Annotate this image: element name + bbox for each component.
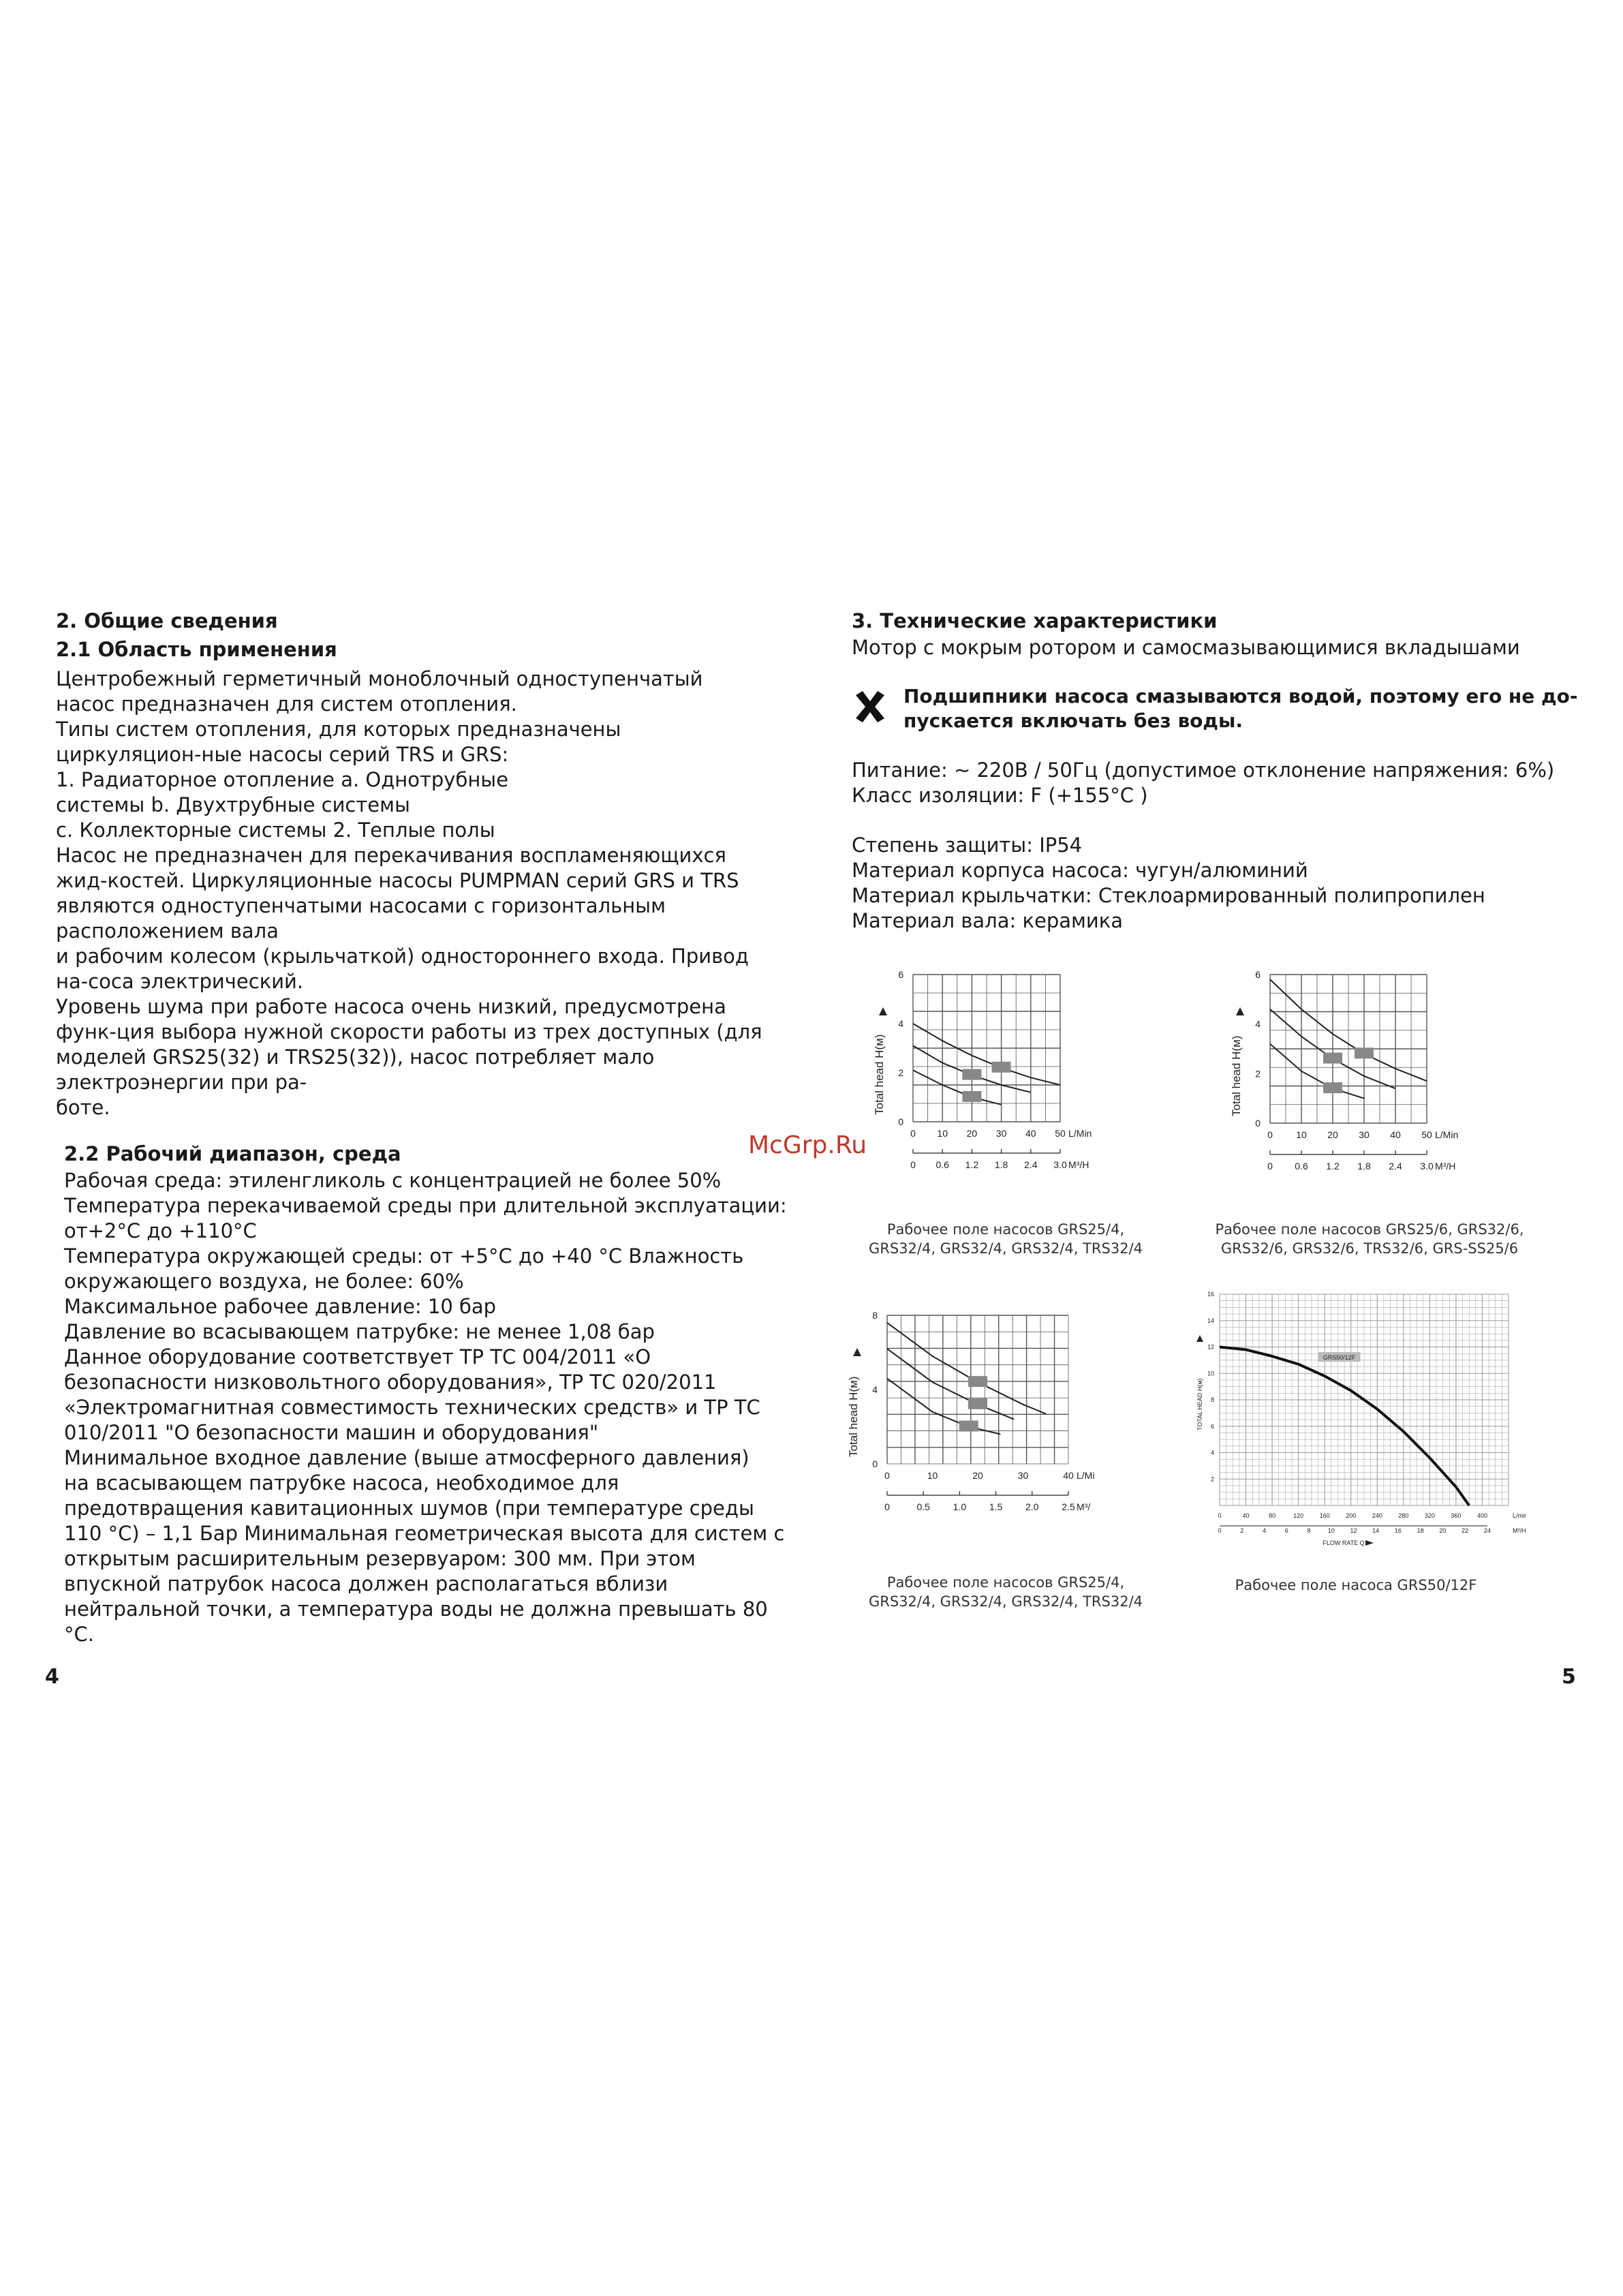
- x2-tick-label: 0.5: [916, 1501, 930, 1512]
- x-tick-label: 40: [1390, 1129, 1401, 1140]
- x2-tick-label: 10: [1327, 1527, 1335, 1534]
- x-tick-label: 20: [972, 1470, 983, 1481]
- x-unit-label: L/min: [1513, 1512, 1526, 1519]
- x-tick-label: 360: [1451, 1512, 1462, 1519]
- text-line: моделей GRS25(32) и TRS25(32)), насос потребляет мало: [56, 1045, 655, 1069]
- x2-tick-label: 22: [1462, 1527, 1469, 1534]
- x-tick-label: 200: [1346, 1512, 1357, 1519]
- text-line: открытым расширительным резервуаром: 300 мм. При этом: [64, 1547, 696, 1570]
- x-tick-label: 0: [1218, 1512, 1222, 1519]
- x-tick-label: 0: [884, 1470, 890, 1481]
- spec-list-b: [852, 833, 1485, 934]
- y-tick-label: 6: [1255, 969, 1261, 980]
- text-line: на всасывающем патрубке насоса, необходимое для: [64, 1471, 619, 1495]
- text-line: функ-ция выбора нужной скорости работы из трех доступных (для: [56, 1020, 762, 1043]
- x2-tick-label: 3.0: [1053, 1159, 1067, 1170]
- chart-3-svg: [842, 1302, 1169, 1547]
- x2-axis-label: M³/H: [1435, 1161, 1456, 1172]
- y-tick-label: 16: [1207, 1291, 1214, 1298]
- speed-label-II: [1323, 1053, 1342, 1064]
- x2-tick-label: 6: [1284, 1527, 1288, 1534]
- spec-list-a: [852, 758, 1554, 808]
- x2-tick-label: 2: [1240, 1527, 1244, 1534]
- y-tick-label: 10: [1207, 1370, 1214, 1377]
- y-axis-label: Total head H(м): [873, 1034, 886, 1115]
- y-tick-label: 0: [898, 1116, 903, 1127]
- text-line: системы b. Двухтрубные системы: [56, 793, 410, 816]
- caption-line: Рабочее поле насосов GRS25/4,: [886, 1221, 1125, 1238]
- x-tick-label: 280: [1398, 1512, 1409, 1519]
- y-tick-label: 0: [872, 1458, 878, 1469]
- warning-text: [903, 684, 1578, 733]
- y-tick-label: 6: [898, 969, 903, 980]
- text-line: расположением вала: [56, 919, 279, 943]
- x-tick-label: 10: [927, 1470, 938, 1481]
- speed-label-I: [1323, 1082, 1342, 1093]
- chart-2-svg: [1206, 954, 1533, 1199]
- x-tick-label: 40: [1025, 1128, 1036, 1139]
- x2-axis-label: M³/: [1077, 1501, 1091, 1512]
- x-tick-label: 20: [966, 1128, 978, 1139]
- speed-label-III: [992, 1062, 1011, 1073]
- caption-line: Рабочее поле насосов GRS25/4,: [886, 1574, 1125, 1591]
- text-line: окружающего воздуха, не более: 60%: [64, 1270, 464, 1293]
- x2-tick-label: 18: [1417, 1527, 1424, 1534]
- text-line: Типы систем отопления, для которых предназначены: [56, 718, 621, 741]
- warning-x-svg: [852, 688, 888, 725]
- x-tick-label: 30: [1359, 1129, 1370, 1140]
- x2-tick-label: 8: [1307, 1527, 1311, 1534]
- y-axis-arrow-icon: [1236, 1007, 1244, 1015]
- x2-tick-label: 16: [1394, 1527, 1402, 1534]
- chart-1: [842, 954, 1169, 1199]
- chart-4-caption: [1186, 1576, 1526, 1595]
- spec-line: Материал вала: керамика: [852, 909, 1124, 932]
- x-tick-label: 160: [1319, 1512, 1330, 1519]
- x2-tick-label: 0: [884, 1501, 890, 1512]
- text-line: Минимальное входное давление (выше атмосферного давления): [64, 1446, 749, 1469]
- chart-4-svg: [1186, 1285, 1526, 1557]
- watermark: McGrp.Ru: [748, 1131, 867, 1159]
- x2-tick-label: 2.5: [1062, 1501, 1075, 1512]
- text-line: циркуляцион-ные насосы серий TRS и GRS:: [56, 743, 509, 766]
- speed-label-I: [962, 1091, 981, 1102]
- x2-tick-label: 0: [1218, 1527, 1222, 1534]
- warning-line: пускается включать без воды.: [903, 709, 1243, 732]
- spec-line: Степень защиты: IP54: [852, 833, 1083, 857]
- text-line: впускной патрубок насоса должен располагаться вблизи: [64, 1572, 668, 1595]
- x2-tick-label: 0: [1267, 1161, 1273, 1172]
- y-axis-label: Total head H(м): [1230, 1035, 1243, 1116]
- text-line: 1. Радиаторное отопление a. Однотрубные: [56, 768, 509, 791]
- y-tick-label: 4: [1255, 1018, 1261, 1030]
- range-paragraph: [64, 1168, 787, 1647]
- caption-line: GRS32/6, GRS32/6, TRS32/6, GRS-SS25/6: [1220, 1240, 1519, 1257]
- x-axis-label: L/Min: [1435, 1129, 1459, 1140]
- speed-label-II: [962, 1069, 981, 1080]
- x2-tick-label: 3.0: [1420, 1161, 1434, 1172]
- x2-tick-label: 20: [1439, 1527, 1447, 1534]
- text-line: Центробежный герметичный моноблочный одноступенчатый: [56, 667, 703, 690]
- text-line: жид-костей. Циркуляционные насосы PUMPMAN серий GRS и TRS: [56, 869, 739, 892]
- x2-tick-label: 1.8: [1357, 1161, 1371, 1172]
- speed-label-III: [1355, 1047, 1374, 1058]
- x-tick-label: 50: [1055, 1128, 1066, 1139]
- text-line: Максимальное рабочее давление: 10 бар: [64, 1295, 497, 1318]
- chart-4: [1186, 1285, 1526, 1557]
- y-tick-label: 8: [1210, 1396, 1214, 1403]
- x2-tick-label: 1.5: [989, 1501, 1003, 1512]
- x-tick-label: 0: [1267, 1129, 1273, 1140]
- text-line: 010/2011 "О безопасности машин и оборудования": [64, 1421, 599, 1444]
- x2-tick-label: 1.8: [994, 1159, 1008, 1170]
- section-2-1-heading: 2.1 Область применения: [56, 638, 337, 661]
- chart-3-caption: [842, 1573, 1169, 1611]
- caption-line: Рабочее поле насоса GRS50/12F: [1235, 1577, 1477, 1593]
- speed-label-II: [968, 1398, 987, 1409]
- y-axis-label: TOTAL HEAD H(м): [1196, 1378, 1203, 1430]
- text-line: Температура окружающей среды: от +5°С до +40 °С Влажность: [64, 1244, 744, 1268]
- x-tick-label: 400: [1477, 1512, 1487, 1519]
- text-line: безопасности низковольтного оборудования», ТР ТС 020/2011: [64, 1371, 717, 1394]
- x-tick-label: 10: [1296, 1129, 1307, 1140]
- caption-line: Рабочее поле насосов GRS25/6, GRS32/6,: [1215, 1221, 1524, 1238]
- warning-x-icon: [852, 688, 888, 725]
- x2-tick-label: 2.4: [1024, 1159, 1038, 1170]
- x2-tick-label: 4: [1262, 1527, 1266, 1534]
- text-line: нейтральной точки, а температура воды не должна превышать 80: [64, 1597, 768, 1621]
- section-2-2-heading: 2.2 Рабочий диапазон, среда: [64, 1142, 401, 1165]
- y-tick-label: 6: [1210, 1422, 1214, 1430]
- x2-tick-label: 24: [1483, 1527, 1491, 1534]
- spec-line: Материал крыльчатки: Стеклоармированный полипропилен: [852, 884, 1485, 907]
- x2-unit-label: M³/H: [1513, 1527, 1526, 1534]
- page-number-right: 5: [1562, 1665, 1576, 1689]
- warning-line: Подшипники насоса смазываются водой, поэтому его не до-: [903, 685, 1578, 707]
- y-axis-label: Total head H(м): [847, 1376, 860, 1457]
- x-axis-arrow-icon: [1365, 1540, 1374, 1546]
- spec-line: Материал корпуса насоса: чугун/алюминий: [852, 859, 1308, 882]
- x-tick-label: 320: [1424, 1512, 1435, 1519]
- y-axis-arrow-icon: [853, 1348, 861, 1356]
- chart-1-caption: [842, 1220, 1169, 1258]
- y-tick-label: 8: [872, 1310, 878, 1321]
- chart-2: [1206, 954, 1533, 1199]
- motor-line: Мотор с мокрым ротором и самосмазывающимися вкладышами: [852, 636, 1520, 659]
- text-line: насос предназначен для систем отопления.: [56, 692, 517, 716]
- series-label: GRS50/12F: [1323, 1354, 1356, 1361]
- text-line: электроэнергии при ра-: [56, 1071, 307, 1094]
- chart-2-caption: [1206, 1220, 1533, 1258]
- chart-1-svg: [842, 954, 1169, 1199]
- caption-line: GRS32/4, GRS32/4, GRS32/4, TRS32/4: [868, 1593, 1143, 1610]
- text-line: Насос не предназначен для перекачивания воспламеняющихся: [56, 844, 726, 867]
- x2-tick-label: 0.6: [936, 1159, 949, 1170]
- text-line: Температура перекачиваемой среды при длительной эксплуатации:: [64, 1194, 787, 1217]
- text-line: Рабочая среда: этиленгликоль с концентрацией не более 50%: [64, 1169, 722, 1192]
- text-line: боте.: [56, 1096, 110, 1119]
- x2-tick-label: 14: [1372, 1527, 1380, 1534]
- y-tick-label: 12: [1207, 1343, 1214, 1351]
- x-tick-label: 240: [1372, 1512, 1382, 1519]
- y-tick-label: 4: [872, 1384, 878, 1395]
- x-tick-label: 10: [937, 1128, 948, 1139]
- text-line: Давление во всасывающем патрубке: не менее 1,08 бар: [64, 1320, 655, 1343]
- section-3-heading: 3. Технические характеристики: [852, 609, 1218, 632]
- x-tick-label: 50: [1421, 1129, 1432, 1140]
- text-line: Данное оборудование соответствует ТР ТС 004/2011 «О: [64, 1345, 651, 1368]
- x2-tick-label: 1.2: [965, 1159, 979, 1170]
- text-line: c. Коллекторные системы 2. Теплые полы: [56, 818, 495, 842]
- text-line: от+2°C до +110°C: [64, 1219, 257, 1242]
- x-tick-label: 40: [1063, 1470, 1074, 1481]
- x2-tick-label: 0: [910, 1159, 916, 1170]
- y-tick-label: 2: [1210, 1475, 1214, 1483]
- section-2-heading: 2. Общие сведения: [56, 609, 278, 632]
- text-line: Уровень шума при работе насоса очень низкий, предусмотрена: [56, 995, 726, 1018]
- page-number-left: 4: [45, 1665, 59, 1689]
- y-tick-label: 2: [1255, 1068, 1261, 1080]
- y-axis-arrow-icon: [879, 1007, 887, 1015]
- x-tick-label: 20: [1327, 1129, 1338, 1140]
- text-line: °C.: [64, 1623, 94, 1646]
- y-tick-label: 4: [898, 1018, 903, 1029]
- y-tick-label: 0: [1255, 1118, 1261, 1129]
- x-tick-label: 80: [1269, 1512, 1276, 1519]
- x-tick-label: 0: [910, 1128, 916, 1139]
- speed-label-III: [968, 1376, 987, 1387]
- y-tick-label: 4: [1210, 1449, 1214, 1456]
- y-tick-label: 14: [1207, 1317, 1214, 1324]
- text-line: предотвращения кавитационных шумов (при температуре среды: [64, 1497, 754, 1520]
- x-axis-label: FLOW RATE Q: [1323, 1540, 1365, 1546]
- text-line: «Электромагнитная совместимость технических средств» и ТР ТС: [64, 1396, 760, 1419]
- x-tick-label: 30: [995, 1128, 1007, 1139]
- text-line: 110 °C) – 1,1 Бар Минимальная геометрическая высота для систем с: [64, 1522, 785, 1545]
- x2-tick-label: 2.0: [1025, 1501, 1039, 1512]
- text-line: и рабочим колесом (крыльчаткой) одностороннего входа. Привод: [56, 945, 749, 968]
- x2-tick-label: 12: [1350, 1527, 1357, 1534]
- speed-label-I: [959, 1421, 978, 1432]
- chart-3: [842, 1302, 1169, 1547]
- x-tick-label: 30: [1017, 1470, 1029, 1481]
- series-line-II: [887, 1349, 1014, 1420]
- spec-line: Питание: ~ 220В / 50Гц (допустимое отклонение напряжения: 6%): [852, 759, 1555, 782]
- spec-line: Класс изоляции: F (+155°С ): [852, 784, 1148, 807]
- x-axis-label: L/Mi: [1077, 1470, 1095, 1481]
- caption-line: GRS32/4, GRS32/4, GRS32/4, TRS32/4: [868, 1240, 1143, 1257]
- x-tick-label: 120: [1293, 1512, 1304, 1519]
- text-line: на-соса электрический.: [56, 970, 304, 993]
- text-line: являются одноступенчатыми насосами с горизонтальным: [56, 894, 666, 917]
- x2-axis-label: M³/H: [1068, 1159, 1089, 1170]
- x-tick-label: 40: [1242, 1512, 1250, 1519]
- y-tick-label: 2: [898, 1067, 903, 1078]
- series-line-III: [887, 1323, 1046, 1414]
- x2-tick-label: 1.0: [953, 1501, 967, 1512]
- x2-tick-label: 1.2: [1326, 1161, 1340, 1172]
- scope-paragraph: [56, 667, 762, 1120]
- x2-tick-label: 2.4: [1389, 1161, 1402, 1172]
- x2-tick-label: 0.6: [1295, 1161, 1308, 1172]
- x-axis-label: L/Min: [1068, 1128, 1092, 1139]
- y-axis-arrow-icon: [1196, 1335, 1203, 1342]
